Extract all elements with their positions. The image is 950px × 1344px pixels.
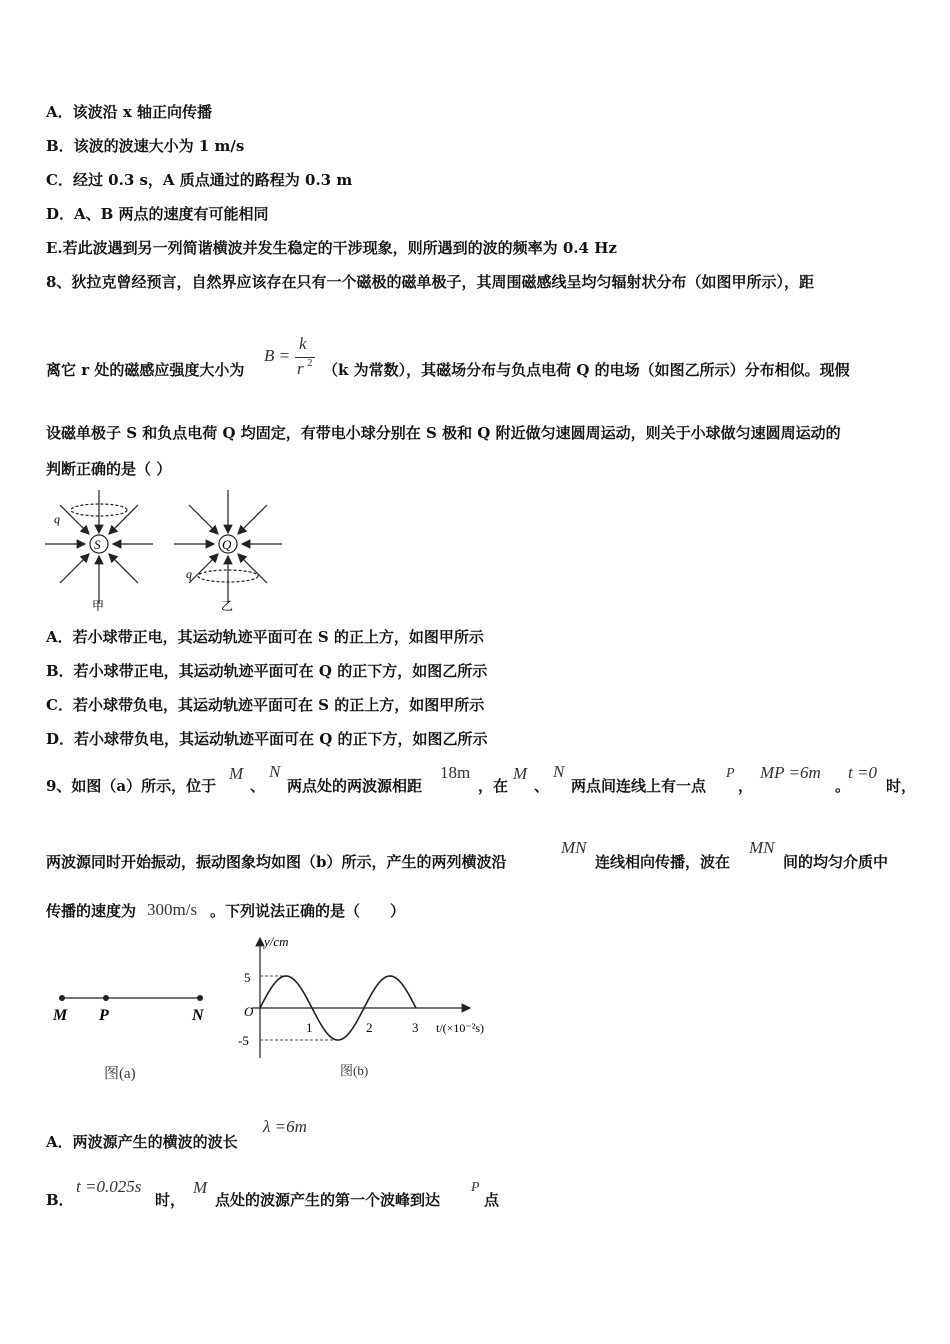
fig-right-center-label: Q (222, 537, 232, 552)
q9-option-b-label: B． (46, 1191, 74, 1209)
q9-option-b-mid: 时， (155, 1191, 186, 1209)
q8-formula-num: k (299, 334, 307, 353)
q9-option-b-end: 点 (484, 1191, 500, 1209)
q8-formula (262, 334, 322, 384)
q9-sep2: 、 (534, 777, 550, 795)
fig-right-ball-label: q (186, 567, 192, 581)
q7-option-c: C．经过 0.3 s，A 质点通过的路程为 0.3 m (46, 171, 353, 189)
point-m (59, 995, 65, 1001)
q9-n2: N (553, 762, 565, 781)
chart-ylabel: y/cm (264, 934, 289, 949)
q7-option-d: D．A、B 两点的速度有可能相同 (46, 205, 269, 223)
q8-stem-line1: 8、狄拉克曾经预言，自然界应该存在只有一个磁极的磁单极子，其周围磁感线呈均匀辐射状分布（如图甲所示），距 (46, 273, 814, 291)
q7-option-e: E.若此波遇到另一列简谐横波并发生稳定的干涉现象，则所遇到的波的频率为 0.4 Hz (46, 239, 617, 257)
chart-origin: O (244, 1004, 254, 1019)
q9-line1-f: 。 (835, 777, 851, 795)
fig-left-caption: 甲 (92, 599, 105, 613)
q9-line2-b: 连线相向传播，波在 (595, 853, 731, 871)
q9-line2-a: 两波源同时开始振动，振动图象均如图（b）所示，产生的两列横波沿 (46, 853, 507, 871)
fig-right-caption: 乙 (221, 599, 234, 613)
chart-ytick-5: 5 (244, 970, 251, 985)
q9-n1: N (269, 762, 281, 781)
q8-option-b: B．若小球带正电，其运动轨迹平面可在 Q 的正下方，如图乙所示 (46, 662, 488, 680)
q9-p1: P (726, 766, 735, 781)
q8-formula-exp: 2 (307, 357, 313, 369)
chart-ytick-neg5: -5 (238, 1033, 249, 1048)
fig-left-center-label: S (94, 537, 101, 552)
q9-m1: M (229, 764, 244, 783)
q9-m2: M (513, 764, 528, 783)
q9-option-b-p: P (471, 1180, 480, 1195)
q9-option-b-m: M (193, 1178, 208, 1197)
q9-mn1: MN (561, 838, 587, 857)
q9-figure-a (40, 980, 230, 1090)
q8-stem-line4: 判断正确的是（ ） (46, 460, 172, 478)
q8-option-c: C．若小球带负电，其运动轨迹平面可在 S 的正上方，如图甲所示 (46, 696, 485, 714)
q9-sep1: 、 (250, 777, 266, 795)
chart-xtick-2: 2 (366, 1020, 373, 1035)
q8-stem-line2-post: （k 为常数），其磁场分布与负点电荷 Q 的电场（如图乙所示）分布相似。现假 (323, 361, 850, 379)
chart-xtick-1: 1 (306, 1020, 313, 1035)
q8-option-d: D．若小球带负电，其运动轨迹平面可在 Q 的正下方，如图乙所示 (46, 730, 488, 748)
chart-xtick-3: 3 (412, 1020, 419, 1035)
q9-line1-e: ， (738, 777, 754, 795)
q9-line1-d: 两点间连线上有一点 (571, 777, 707, 795)
q7-option-b: B．该波的波速大小为 1 m/s (46, 137, 245, 155)
fig-a-caption: 图(a) (104, 1066, 136, 1082)
q9-option-a-formula: λ =6m (263, 1117, 307, 1136)
q8-stem-line3: 设磁单极子 S 和负点电荷 Q 均固定，有带电小球分别在 S 极和 Q 附近做匀速圆周运动，则关于小球做匀速圆周运动的 (46, 424, 841, 442)
chart-xlabel: t/(×10⁻²s) (436, 1021, 485, 1035)
q9-line2-c: 间的均匀介质中 (783, 853, 889, 871)
q9-line3-a: 传播的速度为 (46, 902, 137, 920)
fig-a-label-p: P (99, 1007, 109, 1024)
q7-option-a: A．该波沿 x 轴正向传播 (46, 103, 213, 121)
q9-line3-b: 。下列说法正确的是（ ） (210, 902, 406, 920)
point-p (103, 995, 109, 1001)
q8-figure (40, 486, 300, 616)
q8-formula-den: r (297, 359, 304, 378)
fig-b-caption: 图(b) (340, 1063, 369, 1078)
q9-figure-b-chart (230, 930, 520, 1080)
q9-line1-b: 两点处的两波源相距 (287, 777, 423, 795)
q9-line1-c: ，在 (478, 777, 509, 795)
q8-formula-lhs: B = (264, 346, 291, 365)
q9-speed: 300m/s (147, 900, 198, 919)
q8-stem-line2-pre: 离它 r 处的磁感应强度大小为 (46, 361, 245, 379)
fig-left-ball-label: q (54, 512, 60, 526)
fig-a-label-n: N (192, 1007, 204, 1024)
q9-line1-a: 9、如图（a）所示，位于 (46, 777, 217, 795)
q9-line1-g: 时， (886, 777, 917, 795)
q9-mp: MP =6m (760, 763, 821, 782)
q9-option-b-post: 点处的波源产生的第一个波峰到达 (215, 1191, 441, 1209)
q8-option-a: A．若小球带正电，其运动轨迹平面可在 S 的正上方，如图甲所示 (46, 628, 484, 646)
point-n (197, 995, 203, 1001)
q9-distance: 18m (440, 763, 471, 782)
q9-option-a-text: A．两波源产生的横波的波长 (46, 1133, 238, 1151)
fig-a-label-m: M (53, 1007, 68, 1024)
q9-mn2: MN (749, 838, 775, 857)
q9-t0: t =0 (848, 763, 877, 782)
q9-option-b-formula: t =0.025s (76, 1177, 142, 1196)
